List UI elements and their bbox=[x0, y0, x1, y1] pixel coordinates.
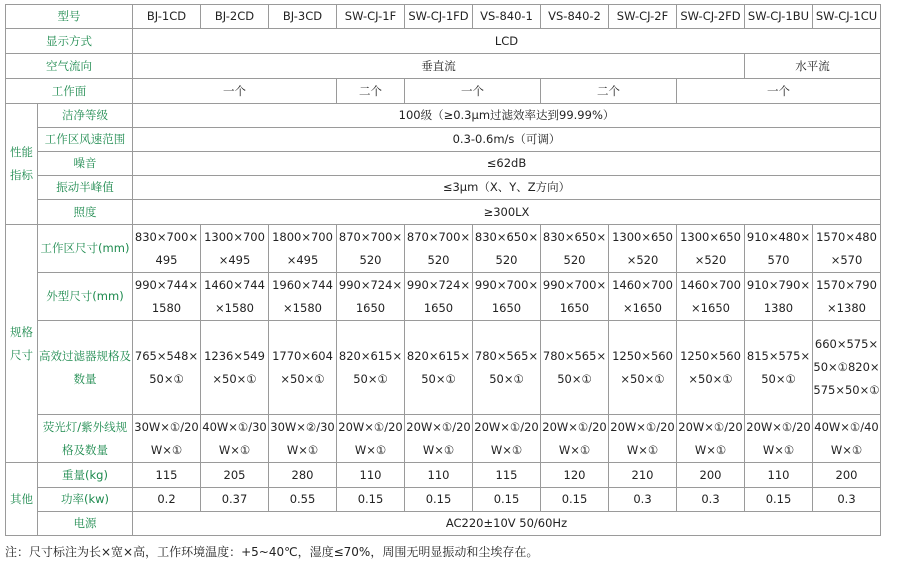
model-header-cell: SW-CJ-2FD bbox=[677, 5, 745, 29]
other-cell: 115 bbox=[133, 463, 201, 488]
spec-label: 高效过滤器规格及数量 bbox=[38, 321, 133, 415]
work-face-label: 工作面 bbox=[6, 79, 133, 104]
other-cell: 205 bbox=[201, 463, 269, 488]
model-header-cell: SW-CJ-1BU bbox=[745, 5, 813, 29]
other-cell: 0.15 bbox=[473, 488, 541, 512]
spec-cell: 1300×700×495 bbox=[201, 225, 269, 273]
other-cell: 210 bbox=[609, 463, 677, 488]
spec-cell: 1300×650×520 bbox=[677, 225, 745, 273]
power-label: 电源 bbox=[38, 512, 133, 536]
spec-cell: 20W×①/20W×① bbox=[609, 415, 677, 463]
spec-row bbox=[6, 225, 881, 273]
spec-cell: 990×724×1650 bbox=[405, 273, 473, 321]
performance-row bbox=[6, 128, 881, 152]
performance-value: ≥300LX bbox=[133, 200, 881, 225]
performance-row bbox=[6, 200, 881, 225]
spec-cell: 660×575×50×①820×575×50×① bbox=[813, 321, 881, 415]
other-group-label: 其他 bbox=[6, 463, 38, 536]
spec-cell: 20W×①/20W×① bbox=[745, 415, 813, 463]
spec-cell: 30W×②/30W×① bbox=[269, 415, 337, 463]
spec-cell: 1250×560×50×① bbox=[609, 321, 677, 415]
spec-label: 工作区尺寸(mm) bbox=[38, 225, 133, 273]
other-cell: 0.2 bbox=[133, 488, 201, 512]
spec-cell: 30W×①/20W×① bbox=[133, 415, 201, 463]
other-cell: 200 bbox=[677, 463, 745, 488]
spec-label: 外型尺寸(mm) bbox=[38, 273, 133, 321]
performance-row bbox=[6, 152, 881, 176]
spec-label: 荧光灯/紫外线规格及数量 bbox=[38, 415, 133, 463]
work-face-value: 一个 bbox=[405, 79, 541, 104]
spec-cell: 830×650×520 bbox=[541, 225, 609, 273]
spec-cell: 1570×480×570 bbox=[813, 225, 881, 273]
display-value: LCD bbox=[133, 29, 881, 54]
model-header-cell: SW-CJ-1FD bbox=[405, 5, 473, 29]
spec-cell: 1460×744×1580 bbox=[201, 273, 269, 321]
spec-cell: 20W×①/20W×① bbox=[405, 415, 473, 463]
spec-cell: 830×650×520 bbox=[473, 225, 541, 273]
model-header-cell: BJ-3CD bbox=[269, 5, 337, 29]
other-cell: 0.15 bbox=[405, 488, 473, 512]
model-header-cell: VS-840-1 bbox=[473, 5, 541, 29]
spec-cell: 990×700×1650 bbox=[473, 273, 541, 321]
other-cell: 110 bbox=[745, 463, 813, 488]
performance-value: ≤3μm（X、Y、Z方向） bbox=[133, 176, 881, 200]
other-label: 重量(kg) bbox=[38, 463, 133, 488]
spec-cell: 1770×604×50×① bbox=[269, 321, 337, 415]
footnote: 注：尺寸标注为长×宽×高，工作环境温度：+5~40℃，湿度≤70%，周围无明显振动和尘埃存在。 bbox=[5, 545, 539, 559]
work-face-value: 二个 bbox=[337, 79, 405, 104]
model-header-cell: VS-840-2 bbox=[541, 5, 609, 29]
performance-row bbox=[6, 176, 881, 200]
spec-cell: 1800×700×495 bbox=[269, 225, 337, 273]
spec-cell: 40W×①/40W×① bbox=[813, 415, 881, 463]
model-header-cell: BJ-2CD bbox=[201, 5, 269, 29]
performance-label: 噪音 bbox=[38, 152, 133, 176]
group-label-line: 尺寸 bbox=[10, 347, 33, 362]
spec-cell: 990×744×1580 bbox=[133, 273, 201, 321]
work-face-value: 一个 bbox=[677, 79, 881, 104]
performance-value: 0.3-0.6m/s（可调） bbox=[133, 128, 881, 152]
airflow-vertical: 垂直流 bbox=[133, 54, 745, 79]
spec-cell: 910×790×1380 bbox=[745, 273, 813, 321]
model-row bbox=[6, 5, 881, 29]
spec-cell: 870×700×520 bbox=[405, 225, 473, 273]
airflow-label: 空气流向 bbox=[6, 54, 133, 79]
model-label: 型号 bbox=[6, 5, 133, 29]
spec-cell: 20W×①/20W×① bbox=[677, 415, 745, 463]
performance-label: 洁净等级 bbox=[38, 104, 133, 128]
other-cell: 110 bbox=[337, 463, 405, 488]
other-cell: 0.15 bbox=[745, 488, 813, 512]
other-cell: 120 bbox=[541, 463, 609, 488]
other-cell: 0.3 bbox=[813, 488, 881, 512]
group-label-line: 规格 bbox=[10, 324, 33, 339]
performance-label: 振动半峰值 bbox=[38, 176, 133, 200]
spec-row bbox=[6, 321, 881, 415]
airflow-row bbox=[6, 54, 881, 79]
performance-label: 工作区风速范围 bbox=[38, 128, 133, 152]
other-cell: 0.3 bbox=[677, 488, 745, 512]
spec-cell: 1300×650×520 bbox=[609, 225, 677, 273]
spec-row bbox=[6, 415, 881, 463]
spec-cell: 1236×549×50×① bbox=[201, 321, 269, 415]
work-face-value: 一个 bbox=[133, 79, 337, 104]
specs-group-label bbox=[6, 225, 38, 463]
other-cell: 110 bbox=[405, 463, 473, 488]
other-cell: 0.15 bbox=[337, 488, 405, 512]
other-cell: 200 bbox=[813, 463, 881, 488]
airflow-horizontal: 水平流 bbox=[745, 54, 881, 79]
group-label-line: 性能 bbox=[10, 145, 33, 159]
spec-table bbox=[5, 4, 881, 536]
spec-cell: 20W×①/20W×① bbox=[337, 415, 405, 463]
spec-cell: 1460×700×1650 bbox=[609, 273, 677, 321]
spec-cell: 870×700×520 bbox=[337, 225, 405, 273]
spec-cell: 820×615×50×① bbox=[405, 321, 473, 415]
other-cell: 280 bbox=[269, 463, 337, 488]
spec-cell: 780×565×50×① bbox=[473, 321, 541, 415]
other-cell: 0.37 bbox=[201, 488, 269, 512]
spec-cell: 830×700×495 bbox=[133, 225, 201, 273]
other-row bbox=[6, 463, 881, 488]
spec-cell: 1460×700×1650 bbox=[677, 273, 745, 321]
spec-cell: 910×480×570 bbox=[745, 225, 813, 273]
spec-row bbox=[6, 273, 881, 321]
other-cell: 0.15 bbox=[541, 488, 609, 512]
group-label-line: 指标 bbox=[10, 168, 33, 182]
display-label: 显示方式 bbox=[6, 29, 133, 54]
spec-cell: 20W×①/20W×① bbox=[473, 415, 541, 463]
other-label: 功率(kw) bbox=[38, 488, 133, 512]
spec-cell: 765×548×50×① bbox=[133, 321, 201, 415]
model-header-cell: SW-CJ-1CU bbox=[813, 5, 881, 29]
model-header-cell: SW-CJ-2F bbox=[609, 5, 677, 29]
spec-cell: 40W×①/30W×① bbox=[201, 415, 269, 463]
work-face-value: 二个 bbox=[541, 79, 677, 104]
spec-cell: 1960×744×1580 bbox=[269, 273, 337, 321]
spec-cell: 820×615×50×① bbox=[337, 321, 405, 415]
spec-cell: 815×575×50×① bbox=[745, 321, 813, 415]
other-cell: 0.55 bbox=[269, 488, 337, 512]
power-row bbox=[6, 512, 881, 536]
model-header-cell: BJ-1CD bbox=[133, 5, 201, 29]
power-value: AC220±10V 50/60Hz bbox=[133, 512, 881, 536]
other-cell: 0.3 bbox=[609, 488, 677, 512]
performance-group-label bbox=[6, 104, 38, 225]
performance-label: 照度 bbox=[38, 200, 133, 225]
spec-table-body bbox=[6, 5, 881, 536]
performance-value: 100级（≥0.3μm过滤效率达到99.99%） bbox=[133, 104, 881, 128]
performance-row bbox=[6, 104, 881, 128]
spec-cell: 990×700×1650 bbox=[541, 273, 609, 321]
spec-cell: 1250×560×50×① bbox=[677, 321, 745, 415]
spec-cell: 990×724×1650 bbox=[337, 273, 405, 321]
spec-cell: 1570×790×1380 bbox=[813, 273, 881, 321]
work-face-row bbox=[6, 79, 881, 104]
other-cell: 115 bbox=[473, 463, 541, 488]
performance-value: ≤62dB bbox=[133, 152, 881, 176]
model-header-cell: SW-CJ-1F bbox=[337, 5, 405, 29]
spec-cell: 780×565×50×① bbox=[541, 321, 609, 415]
other-row bbox=[6, 488, 881, 512]
spec-cell: 20W×①/20W×① bbox=[541, 415, 609, 463]
display-row bbox=[6, 29, 881, 54]
